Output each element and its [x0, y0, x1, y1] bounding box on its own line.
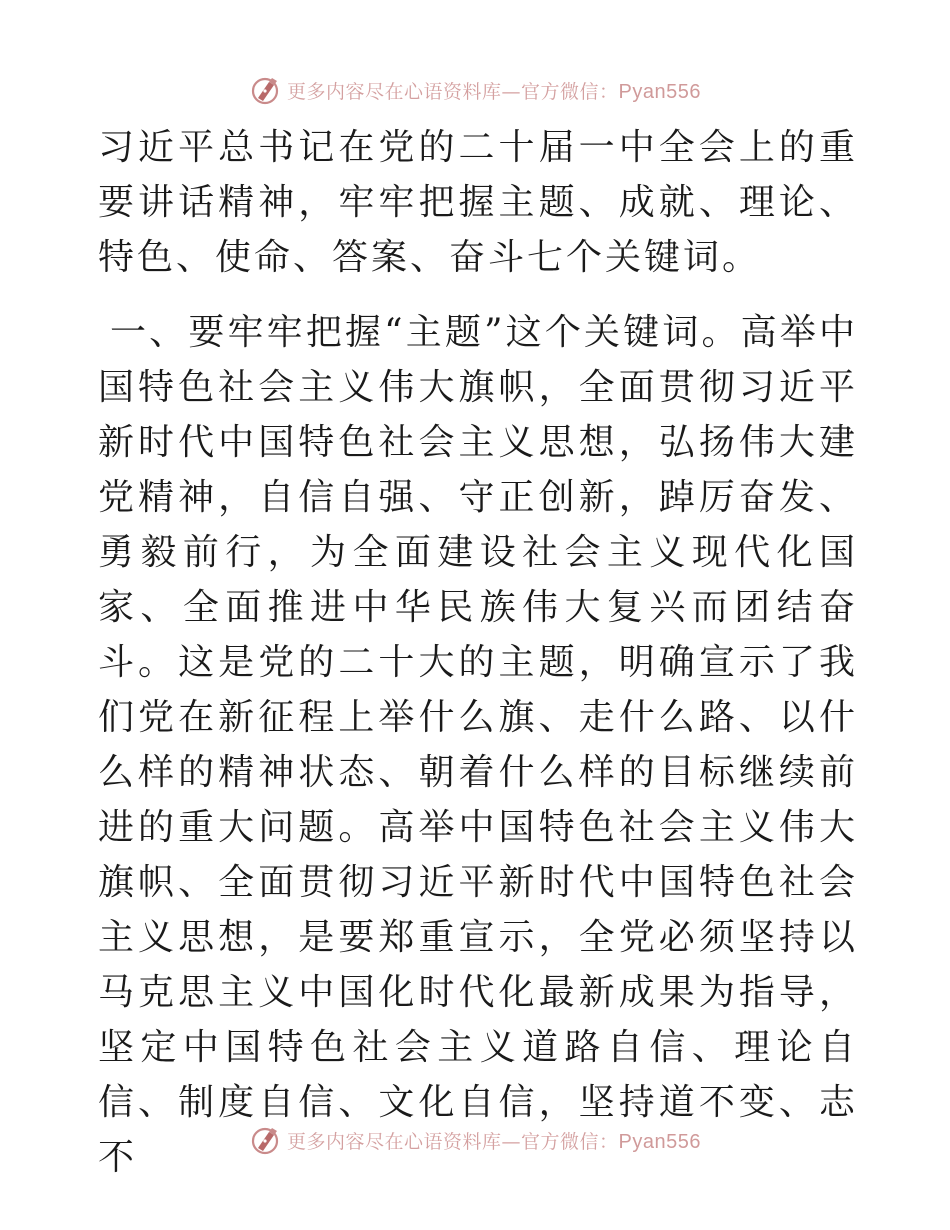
watermark-text: 更多内容尽在心语资料库—官方微信：Pyan556 [287, 1130, 701, 1153]
footer-watermark [0, 1120, 950, 1160]
watermark-text: 更多内容尽在心语资料库—官方微信：Pyan556 [287, 80, 701, 103]
watermark [249, 1124, 701, 1156]
paragraph-intro: 习近平总书记在党的二十届一中全会上的重要讲话精神，牢牢把握主题、成就、理论、特色、使命、答案、奋斗七个关键词。 [98, 127, 858, 278]
paragraph-section-1: 一、要牢牢把握“主题”这个关键词。高举中国特色社会主义伟大旗帜，全面贯彻习近平新时代中国特色社会主义思想，弘扬伟大建党精神，自信自强、守正创新，踔厉奋发、勇毅前行，为全面建设社会主义现代化国家、全面推进中华民族伟大复兴而团结奋斗。这是党的二十大的主题，明确宣示了我们党在新征程上举什么旗、走什么路、以什么样的精神状态、朝着什么样的目标继续前进的重大问题。高举中国特色社会主义伟大旗帜、全面贯彻习近平新时代中国特色社会主义思想，是要郑重宣示，全党必须坚持以马克思主义中国化时代化最新成果为指导，坚定中国特色社会主义道路自信、理论自信、制度自信、文化自信，坚持道不变、志不 [98, 312, 858, 1178]
watermark [249, 74, 701, 106]
document-body [98, 120, 858, 1185]
header-watermark [0, 70, 950, 110]
pen-nib-circle-icon [249, 1124, 281, 1156]
pen-nib-circle-icon [249, 74, 281, 106]
